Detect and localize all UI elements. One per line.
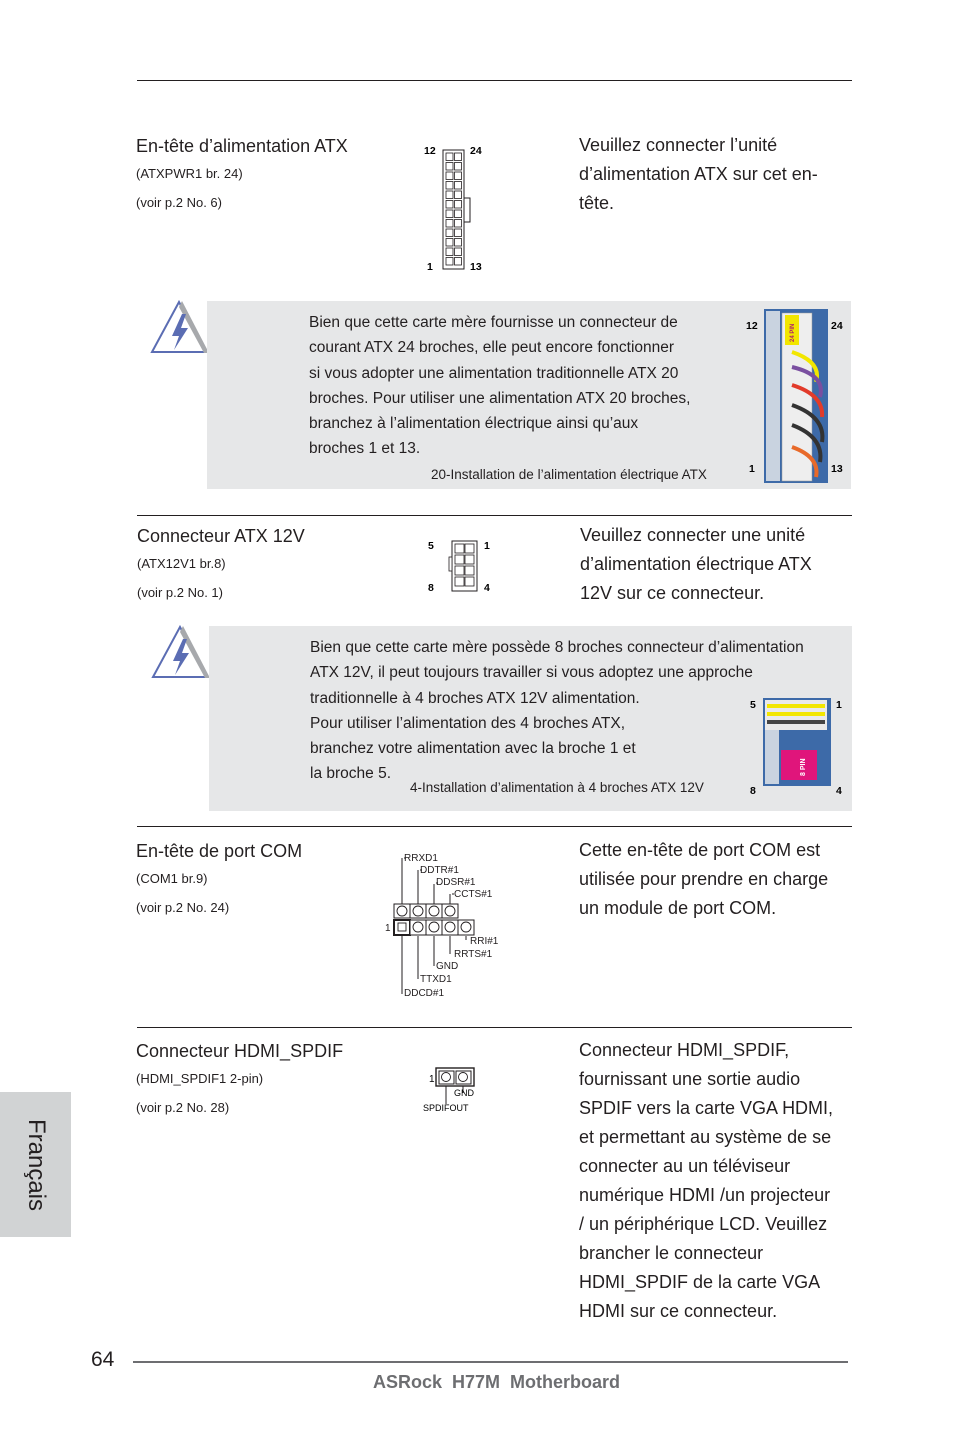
atx12v-title: Connecteur ATX 12V — [137, 526, 305, 546]
atx-desc-line: tête. — [579, 193, 615, 213]
atx12v-subtitle: (ATX12V1 br.8) — [137, 556, 226, 571]
photo2-label-4: 4 — [836, 785, 842, 797]
hdmi-desc-line: Connecteur HDMI_SPDIF, — [579, 1040, 790, 1060]
com-description — [579, 836, 851, 923]
atx-pin — [455, 153, 462, 161]
photo1-tag: 24 PIN — [790, 323, 796, 342]
atx-pin — [455, 172, 462, 180]
atx12v-desc-line: 12V sur ce connecteur. — [580, 583, 765, 603]
spdif-label-gnd: GND — [454, 1088, 474, 1098]
atx-pin — [455, 220, 462, 228]
hdmi-spdif-ref: (voir p.2 No. 28) — [136, 1100, 230, 1115]
photo2-label-5: 5 — [750, 699, 756, 711]
atx12v-pin-label-1: 1 — [484, 540, 490, 552]
note-text-atx20 — [309, 310, 739, 462]
com-label-ttxd: TTXD1 — [420, 974, 452, 985]
note-caption-atx12v: 4-Installation d’alimentation à 4 broches ATX 12V — [410, 780, 704, 795]
atx12v-pin-diagram — [424, 535, 499, 597]
atx-pin — [446, 248, 453, 256]
atx12v-pin-label-4: 4 — [484, 582, 490, 594]
section-rule — [137, 1027, 852, 1028]
atx-pin — [446, 163, 453, 171]
hdmi-desc-line: SPDIF vers la carte VGA HDMI, — [579, 1098, 834, 1118]
atx12v-ref: (voir p.2 No. 1) — [137, 585, 223, 600]
hdmi-desc-line: / un périphérique LCD. Veuillez — [579, 1214, 828, 1234]
photo1-label-13: 13 — [831, 463, 843, 475]
atx-pin-label-1: 1 — [427, 261, 433, 273]
note-caption-atx20: 20-Installation de l’alimentation électrique ATX — [431, 467, 707, 482]
atx-subtitle: (ATXPWR1 br. 24) — [136, 166, 243, 181]
note-line: branchez votre alimentation avec la broche 1 et — [310, 740, 636, 758]
warning-icon — [149, 623, 211, 681]
atx-pin — [446, 191, 453, 199]
atx-pin-label-12: 12 — [424, 145, 436, 157]
warning-icon — [148, 298, 210, 356]
com-label-rrts: RRTS#1 — [454, 949, 493, 960]
atx-pin — [446, 258, 453, 266]
atx-pin — [446, 239, 453, 247]
atx-pin — [446, 210, 453, 218]
atx-pin — [446, 182, 453, 190]
spdif-label-pin1: 1 — [429, 1074, 435, 1085]
photo1-label-24: 24 — [831, 320, 843, 332]
section-rule — [137, 826, 852, 827]
atx24-pin-diagram — [418, 140, 488, 275]
atx12v-pin-label-5: 5 — [428, 540, 434, 552]
atx-title: En-tête d’alimentation ATX — [136, 136, 348, 156]
com-pin-diagram — [382, 848, 507, 1000]
note-line: traditionnelle à 4 broches ATX 12V alimentation. — [310, 689, 640, 707]
hdmi-spdif-description — [579, 1036, 854, 1326]
atx-pin — [446, 220, 453, 228]
note-line: broches 1 et 13. — [309, 440, 421, 458]
atx12v-description — [580, 521, 850, 608]
atx24-installation-photo — [742, 307, 848, 485]
atx-desc-line: Veuillez connecter l’unité — [579, 135, 778, 155]
atx-description — [579, 131, 849, 218]
hdmi-desc-line: brancher le connecteur — [579, 1243, 764, 1263]
note-line: Pour utiliser l’alimentation des 4 broches ATX, — [310, 714, 626, 732]
com-desc-line: Cette en-tête de port COM est — [579, 840, 821, 860]
com-label-pin1: 1 — [385, 923, 391, 934]
photo2-label-8: 8 — [750, 785, 756, 797]
page-number: 64 — [91, 1348, 115, 1371]
footer-product: ASRock H77M Motherboard — [373, 1372, 621, 1392]
note-line: Bien que cette carte mère fournisse un connecteur de — [309, 314, 678, 331]
com-desc-line: utilisée pour prendre en charge — [579, 869, 829, 889]
atx-pin — [455, 210, 462, 218]
atx12v-installation-photo — [745, 694, 849, 800]
com-title: En-tête de port COM — [136, 841, 303, 861]
photo2-tag: 8 PIN — [800, 758, 807, 776]
hdmi-desc-line: HDMI sur ce connecteur. — [579, 1301, 778, 1321]
atx-pin-label-24: 24 — [470, 145, 482, 157]
atx-pin — [455, 182, 462, 190]
atx-pin — [446, 201, 453, 209]
hdmi-desc-line: HDMI_SPDIF de la carte VGA — [579, 1272, 821, 1292]
top-rule — [137, 80, 852, 81]
atx12v-desc-line: Veuillez connecter une unité — [580, 525, 806, 545]
hdmi-spdif-subtitle: (HDMI_SPDIF1 2-pin) — [136, 1071, 264, 1086]
note-line: ATX 12V, il peut toujours travailler si vous adoptez une approche — [310, 664, 753, 682]
note-line: Bien que cette carte mère possède 8 broches connecteur d’alimentation — [310, 639, 804, 656]
language-tab-label: Français — [22, 1118, 50, 1211]
atx12v-desc-line: d’alimentation électrique ATX — [580, 554, 812, 574]
com-subtitle: (COM1 br.9) — [136, 871, 208, 886]
photo1-label-12: 12 — [746, 320, 758, 332]
atx-pin — [455, 239, 462, 247]
com-label-rri: RRI#1 — [470, 936, 499, 947]
atx-pin — [455, 248, 462, 256]
note-line: si vous adopter une alimentation traditionnelle ATX 20 — [309, 364, 679, 382]
atx12v-pin-label-8: 8 — [428, 582, 434, 594]
atx-pin — [455, 229, 462, 237]
com-ref: (voir p.2 No. 24) — [136, 900, 230, 915]
com-label-ddsr: DDSR#1 — [436, 877, 476, 888]
atx-pin — [446, 153, 453, 161]
spdif-label-spdifout: SPDIFOUT — [423, 1103, 469, 1113]
photo2-label-1: 1 — [836, 699, 842, 711]
hdmi-desc-line: numérique HDMI /un projecteur — [579, 1185, 831, 1205]
atx-pin — [455, 163, 462, 171]
section-rule — [137, 515, 852, 516]
com-label-ddcd: DDCD#1 — [404, 988, 445, 999]
hdmi-desc-line: connecter au un téléviseur — [579, 1156, 791, 1176]
com-label-gnd: GND — [436, 961, 459, 972]
hdmi-desc-line: et permettant au système de se — [579, 1127, 832, 1147]
com-label-rrxd: RRXD1 — [404, 853, 438, 864]
hdmi-desc-line: fournissant une sortie audio — [579, 1069, 801, 1089]
note-line: courant ATX 24 broches, elle peut encore fonctionner — [309, 339, 675, 357]
atx-pin — [446, 172, 453, 180]
language-tab — [0, 1092, 71, 1237]
note-line: la broche 5. — [310, 765, 391, 783]
atx-desc-line: d’alimentation ATX sur cet en- — [579, 164, 818, 184]
atx-pin — [455, 201, 462, 209]
hdmi-spdif-title: Connecteur HDMI_SPDIF — [136, 1041, 344, 1061]
atx-pin-label-13: 13 — [470, 261, 482, 273]
note-line: broches. Pour utiliser une alimentation ATX 20 broches, — [309, 389, 691, 407]
footer-rule — [133, 1361, 848, 1363]
note-line: branchez à l’alimentation électrique ainsi qu’aux — [309, 415, 639, 433]
atx-pin — [446, 229, 453, 237]
atx-ref: (voir p.2 No. 6) — [136, 195, 222, 210]
atx-pin — [455, 258, 462, 266]
atx-pin — [455, 191, 462, 199]
com-label-ccts: CCTS#1 — [454, 889, 493, 900]
com-desc-line: un module de port COM. — [579, 898, 777, 918]
photo1-label-1: 1 — [749, 463, 755, 475]
com-label-ddtr: DDTR#1 — [420, 865, 459, 876]
hdmi-spdif-pin-diagram — [420, 1064, 485, 1116]
